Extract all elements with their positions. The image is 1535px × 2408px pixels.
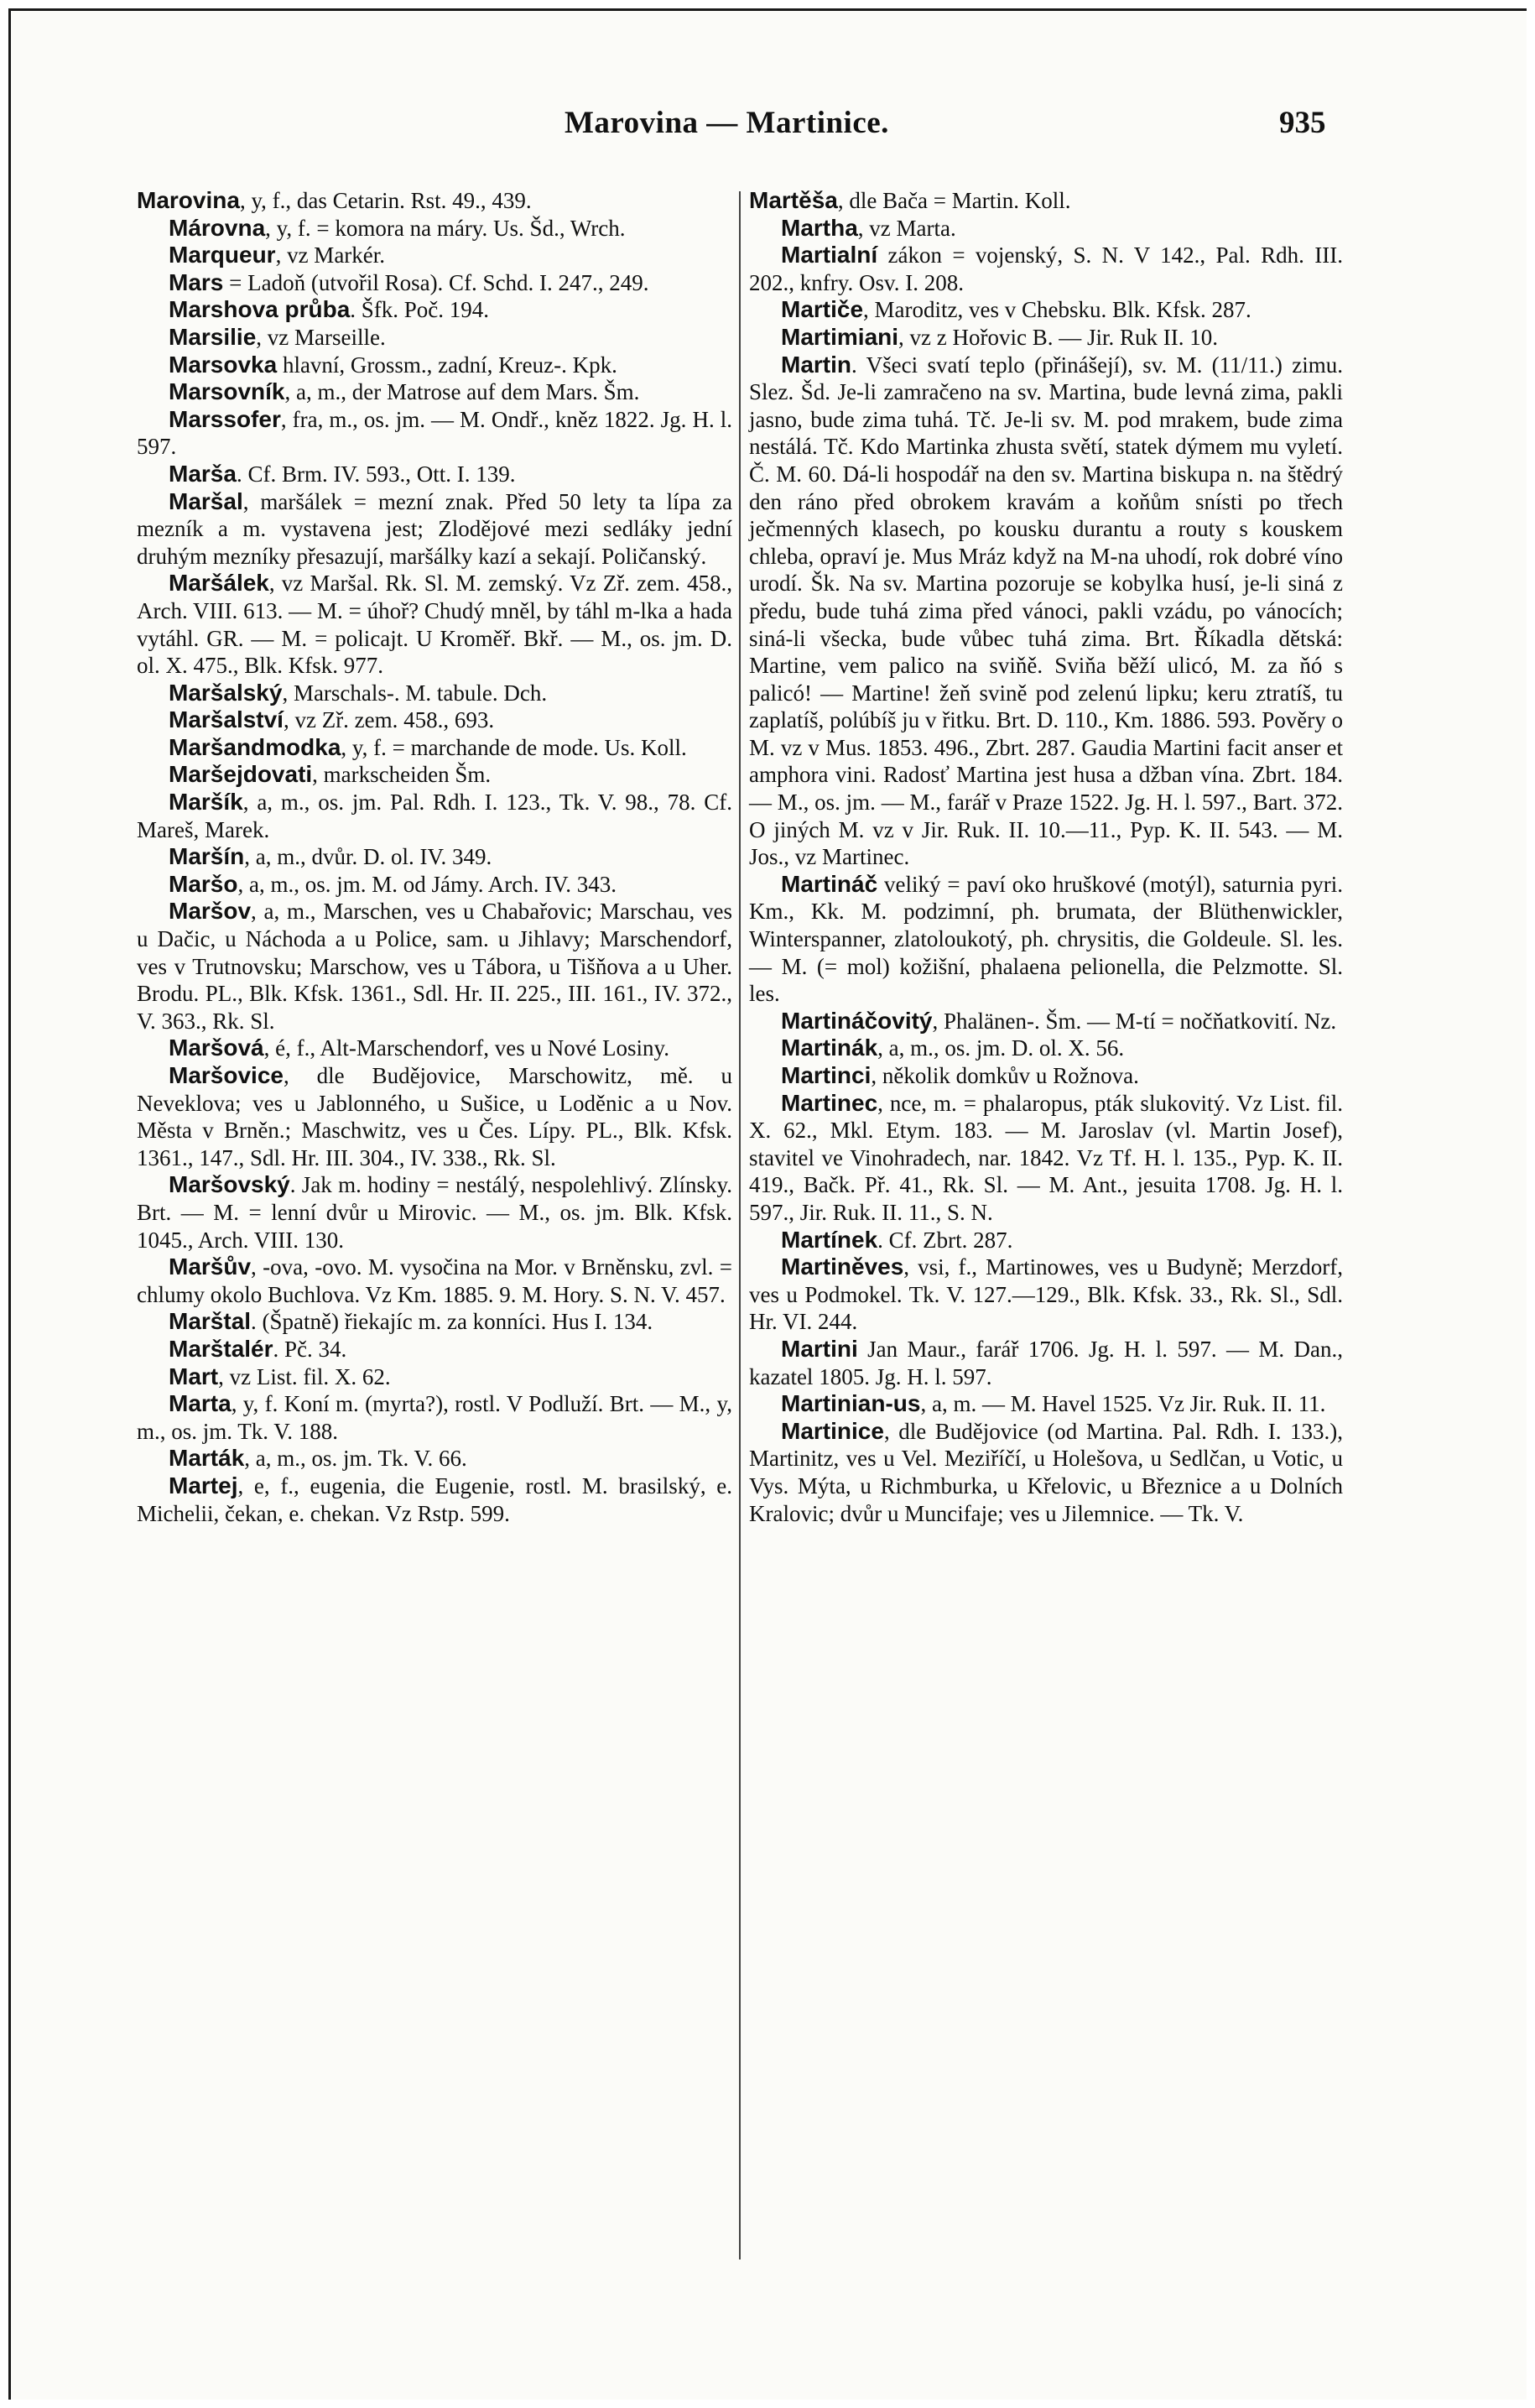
entry-headword: Maršejdovati [169,761,313,788]
entry-headword: Martěša [749,187,838,213]
entry-text: . Všeci svatí teplo (přinášejí), sv. M. (11/11.) zimu. Slez. Šd. Je-li zamračeno na sv. Martina, bude levná zima, pakli jasno, bude zima tuhá. Tč. Je-li sv. M. pod mrakem, bude zima nestálá. Tč. Kdo Martinka zhusta světí, statek dýmem mu vyletí. Č. M. 60. Dá-li hospodář na den sv. Martina biskupa n. na štědrý den ráno před obrokem kravám a koňům snísti po třech ječmenných klasech, po kousku durantu a routy s kouskem chleba, opraví je. Mus Mráz když na M-na uhodí, rok dobré víno urodí. Šk. Na sv. Martina pozoruje se kobylka husí, je-li siná z předu, bude tuhá zima před vánoci, pakli vzádu, po vánocích; siná-li všecka, bude vůbec tuhá zima. Brt. Říkadla dětská: Martine, vem palico na sviňě. Sviňa běží ulicó, M. za ňó s palicó! — Martine! žeň svině pod zelenú lipku; keru ztratíš, tu zaplatíš, polúbíš ju v řitku. Brt. D. 110., Km. 1886. 593. Pověry o M. vz v Mus. 1853. 496., Zbrt. 287. Gaudia Martini facit anser et amphora vini. Radosť Martina jest husa a džban vína. Zbrt. 184. — M., os. jm. — M., farář v Praze 1522. Jg. H. l. 597., Bart. 372. O jiných M. vz v Jir. Ruk. II. 10.—11., Pyp. K. II. 543. — M. Jos., vz Martinec. [749,352,1343,870]
entry-text: , Maroditz, ves v Chebsku. Blk. Kfsk. 287. [863,297,1251,323]
dictionary-entry [137,352,732,379]
entry-headword: Maršandmodka [169,733,341,760]
entry-headword: Marshova průba [169,296,351,323]
dictionary-entry [137,269,732,297]
dictionary-entry [137,898,732,1035]
entry-headword: Marsovník [169,378,285,405]
dictionary-entry [137,789,732,843]
entry-headword: Marštalér [169,1335,273,1362]
running-header: Marovina — Martinice. [565,106,889,140]
page-number: 935 [1279,106,1326,140]
dictionary-entry [137,1308,732,1336]
entry-text: . Jak m. hodiny = nestálý, nespolehlivý. Zlínsky. Brt. — M. = lenní dvůr u Mirovic. — M., os. jm. Blk. Kfsk. 1045., Arch. VIII. 130. [137,1172,732,1253]
entry-text: , Phalänen-. Šm. — M-tí = nočňatkovití. Nz. [932,1008,1337,1034]
dictionary-entry [749,871,1343,1008]
dictionary-entry [749,215,1343,242]
entry-text: , vsi, f., Martinowes, ves u Budyně; Merzdorf, ves u Podmokel. Tk. V. 127.—129., Blk. Kfsk. 33., Rk. Sl., Sdl. Hr. VI. 244. [749,1254,1343,1335]
dictionary-entry [137,1254,732,1308]
entry-headword: Maršalský [169,679,283,706]
entry-headword: Maršovský [169,1171,290,1198]
dictionary-entry [137,734,732,762]
dictionary-entry [749,1418,1343,1527]
entry-text: hlavní, Grossm., zadní, Kreuz-. Kpk. [277,352,617,378]
entry-headword: Martin [781,351,851,378]
entry-headword: Martini [781,1335,858,1362]
dictionary-entry [749,187,1343,215]
entry-headword: Martináčovitý [781,1007,933,1034]
entry-headword: Maršalství [169,706,284,733]
entry-text: = Ladoň (utvořil Rosa). Cf. Schd. I. 247., 249. [223,269,649,295]
dictionary-entry [137,215,732,242]
dictionary-entry [137,378,732,406]
dictionary-entry [137,1171,732,1254]
dictionary-entry [749,242,1343,296]
dictionary-entry [137,324,732,352]
entry-text: , a, m., os. jm. D. ol. X. 56. [877,1035,1125,1061]
dictionary-entry [749,1227,1343,1254]
dictionary-entry [749,1336,1343,1390]
entry-text: . (Špatně) řiekajíc m. za konníci. Hus I. 134. [251,1309,653,1335]
entry-text: , é, f., Alt-Marschendorf, ves u Nové Losiny. [263,1035,670,1061]
entry-text: , -ova, -ovo. M. vysočina na Mor. v Brněnsku, zvl. = chlumy okolo Buchlova. Vz Km. 1885. 9. M. Hory. S. N. V. 457. [137,1254,732,1307]
entry-headword: Marsovka [169,351,278,378]
entry-text: , a, m., der Matrose auf dem Mars. Šm. [284,379,640,405]
entry-headword: Márovna [169,214,266,241]
dictionary-entry [137,1035,732,1062]
entry-text: , vz Markér. [275,242,386,268]
entry-text: , a, m. — M. Havel 1525. Vz Jir. Ruk. II. 11. [920,1391,1326,1417]
dictionary-entry [749,352,1343,871]
dictionary-entry [749,1254,1343,1336]
entry-headword: Marša [169,460,237,487]
entry-text: , vz Marseille. [256,324,386,350]
entry-text: . Cf. Zbrt. 287. [877,1227,1013,1253]
entry-headword: Mart [169,1363,219,1389]
entry-headword: Martej [169,1472,238,1498]
dictionary-entry [137,1472,732,1527]
entry-headword: Martinák [781,1035,878,1061]
entry-text: , Marschals-. M. tabule. Dch. [282,680,548,706]
entry-headword: Maršův [169,1254,252,1280]
entry-headword: Marta [169,1390,232,1417]
right-column [749,187,1343,1527]
entry-text: , vz Zř. zem. 458., 693. [283,707,495,733]
entry-headword: Martinian-us [781,1390,921,1417]
entry-text: , dle Budějovice (od Martina. Pal. Rdh. I. 133.), Martinitz, ves u Vel. Meziříčí, u Holešova, u Sedlčan, u Votic, u Vys. Mýta, u Richmburka, u Křelovic, u Březnice a u Dolních Kralovic; dvůr u Muncifaje; ves u Jilemnice. — Tk. V. [749,1418,1343,1526]
entry-text: , markscheiden Šm. [312,762,492,788]
entry-headword: Marovina [137,187,240,213]
entry-text: , a, m., dvůr. D. ol. IV. 349. [244,844,492,870]
left-column [137,187,732,1527]
dictionary-entry [137,706,732,734]
entry-text: , maršálek = mezní znak. Před 50 lety ta lípa za mezník a m. vystavena jest; Zlodějové mezi sedláky jední druhým mezníky přesazují, maršálky kazí a sekají. Poličanský. [137,488,732,569]
entry-headword: Marsilie [169,323,257,350]
dictionary-entry [137,1390,732,1445]
entry-text: , a, m., os. jm. M. od Jámy. Arch. IV. 343. [237,871,617,897]
entry-headword: Maršík [169,789,243,816]
entry-text: . Cf. Brm. IV. 593., Ott. I. 139. [236,461,516,487]
entry-headword: Martimiani [781,323,899,350]
dictionary-entry [137,1062,732,1171]
entry-text: , nce, m. = phalaropus, pták slukovitý. Vz List. fil. X. 62., Mkl. Etym. 183. — M. Jaroslav (vl. Martin Josef), stavitel ve Vinohradech, nar. 1842. Vz Tf. H. l. 135., Pyp. K. II. 419., Bačk. Př. 41., Rk. Sl. — M. Ant., jesuita 1708. Jg. H. l. 597., Jir. Ruk. II. 11., S. N. [749,1090,1343,1225]
dictionary-entry [137,1336,732,1363]
entry-text: zákon = vojenský, S. N. V 142., Pal. Rdh. III. 202., knfry. Osv. I. 208. [749,242,1343,295]
dictionary-entry [137,242,732,269]
entry-text: , y, f. = marchande de mode. Us. Koll. [341,734,687,760]
entry-text: , vz z Hořovic B. — Jir. Ruk II. 10. [898,324,1218,350]
entry-text: veliký = paví oko hruškové (motýl), saturnia pyri. Km., Kk. M. podzimní, ph. brumata, der Blüthenwickler, Winterspanner, zlatoloukotý, ph. chrysitis, die Goldeule. Sl. les. — M. (= mol) kožišní, phalaena pelionella, die Pelzmotte. Sl. les. [749,871,1343,1007]
dictionary-entry [137,1363,732,1391]
entry-text: , y, f. Koní m. (myrta?), rostl. V Podluží. Brt. — M., y, m., os. jm. Tk. V. 188. [137,1391,732,1444]
entry-headword: Maršo [169,870,238,897]
entry-headword: Maršálek [169,570,269,597]
entry-text: , vz Marta. [857,215,956,241]
entry-headword: Marqueur [169,242,276,268]
dictionary-entry [137,488,732,571]
entry-text: , vz Maršal. Rk. Sl. M. zemský. Vz Zř. zem. 458., Arch. VIII. 613. — M. = úhoř? Chudý mněl, by táhl m-lka a hada vytáhl. GR. — M. = policajt. U Kroměř. Bkř. — M., os. jm. D. ol. X. 475., Blk. Kfsk. 977. [137,571,732,679]
entry-text: , dle Budějovice, Marschowitz, mě. u Neveklova; ves u Jablonného, u Sušice, u Loděnic a u Nov. Města v Brněn.; Maschwitz, ves u Čes. Lípy. PL., Blk. Kfsk. 1361., 147., Sdl. Hr. III. 304., IV. 338., Rk. Sl. [137,1063,732,1170]
entry-headword: Martinice [781,1417,884,1444]
entry-headword: Marták [169,1445,245,1472]
entry-text: , vz List. fil. X. 62. [218,1363,391,1389]
dictionary-entry [137,871,732,899]
entry-headword: Maršal [169,487,243,514]
entry-text: , fra, m., os. jm. — M. Ondř., kněz 1822. Jg. H. l. 597. [137,406,732,460]
entry-headword: Martináč [781,870,878,897]
entry-text: , e, f., eugenia, die Eugenie, rostl. M. brasilský, e. Michelii, čekan, e. chekan. Vz Rstp. 599. [137,1472,732,1526]
entry-headword: Martiče [781,296,864,323]
entry-headword: Maršov [169,898,252,925]
entry-text: . Pč. 34. [273,1336,347,1362]
entry-text: Jan Maur., farář 1706. Jg. H. l. 597. — M. Dan., kazatel 1805. Jg. H. l. 597. [749,1336,1343,1389]
entry-headword: Mars [169,268,224,295]
entry-text: , a, m., os. jm. Tk. V. 66. [244,1446,467,1472]
dictionary-entry [137,761,732,789]
entry-text: , několik domkův u Rožnova. [871,1063,1139,1088]
dictionary-entry [749,1008,1343,1035]
entry-text: , y, f. = komora na máry. Us. Šd., Wrch. [265,215,626,241]
entry-headword: Martiněves [781,1254,904,1280]
entry-text: , dle Bača = Martin. Koll. [837,188,1071,213]
dictionary-entry [749,1062,1343,1090]
dictionary-entry [137,843,732,871]
dictionary-entry [749,296,1343,324]
entry-text: , y, f., das Cetarin. Rst. 49., 439. [239,188,532,213]
dictionary-entry [137,187,732,215]
dictionary-entry [137,406,732,461]
dictionary-page [8,8,1527,2400]
dictionary-entry [749,324,1343,352]
entry-headword: Marssofer [169,405,281,432]
entry-headword: Martínek [781,1226,878,1253]
dictionary-entry [137,461,732,488]
entry-text: , a, m., Marschen, ves u Chabařovic; Marschau, ves u Dačic, u Náchoda a u Police, sam. u Jihlavy; Marschendorf, ves v Trutnovsku; Marschow, ves u Tábora, u Tišňova a u Uher. Brodu. PL., Blk. Kfsk. 1361., Sdl. Hr. II. 225., III. 161., IV. 372., V. 363., Rk. Sl. [137,899,732,1034]
entry-headword: Maršová [169,1035,264,1061]
dictionary-entry [137,680,732,707]
dictionary-entry [749,1390,1343,1418]
entry-headword: Martinec [781,1089,878,1116]
dictionary-entry [137,296,732,324]
entry-headword: Martialní [781,242,878,268]
entry-headword: Martinci [781,1062,872,1088]
column-divider [739,191,741,2259]
entry-headword: Maršín [169,843,245,870]
dictionary-entry [749,1035,1343,1062]
dictionary-entry [749,1090,1343,1227]
entry-text: , a, m., os. jm. Pal. Rdh. I. 123., Tk. V. 98., 78. Cf. Mareš, Marek. [137,790,732,842]
dictionary-entry [137,570,732,679]
dictionary-entry [137,1445,732,1472]
entry-headword: Marštal [169,1308,252,1335]
entry-text: . Šfk. Poč. 194. [350,297,490,323]
entry-headword: Martha [781,214,858,241]
entry-headword: Maršovice [169,1062,284,1088]
